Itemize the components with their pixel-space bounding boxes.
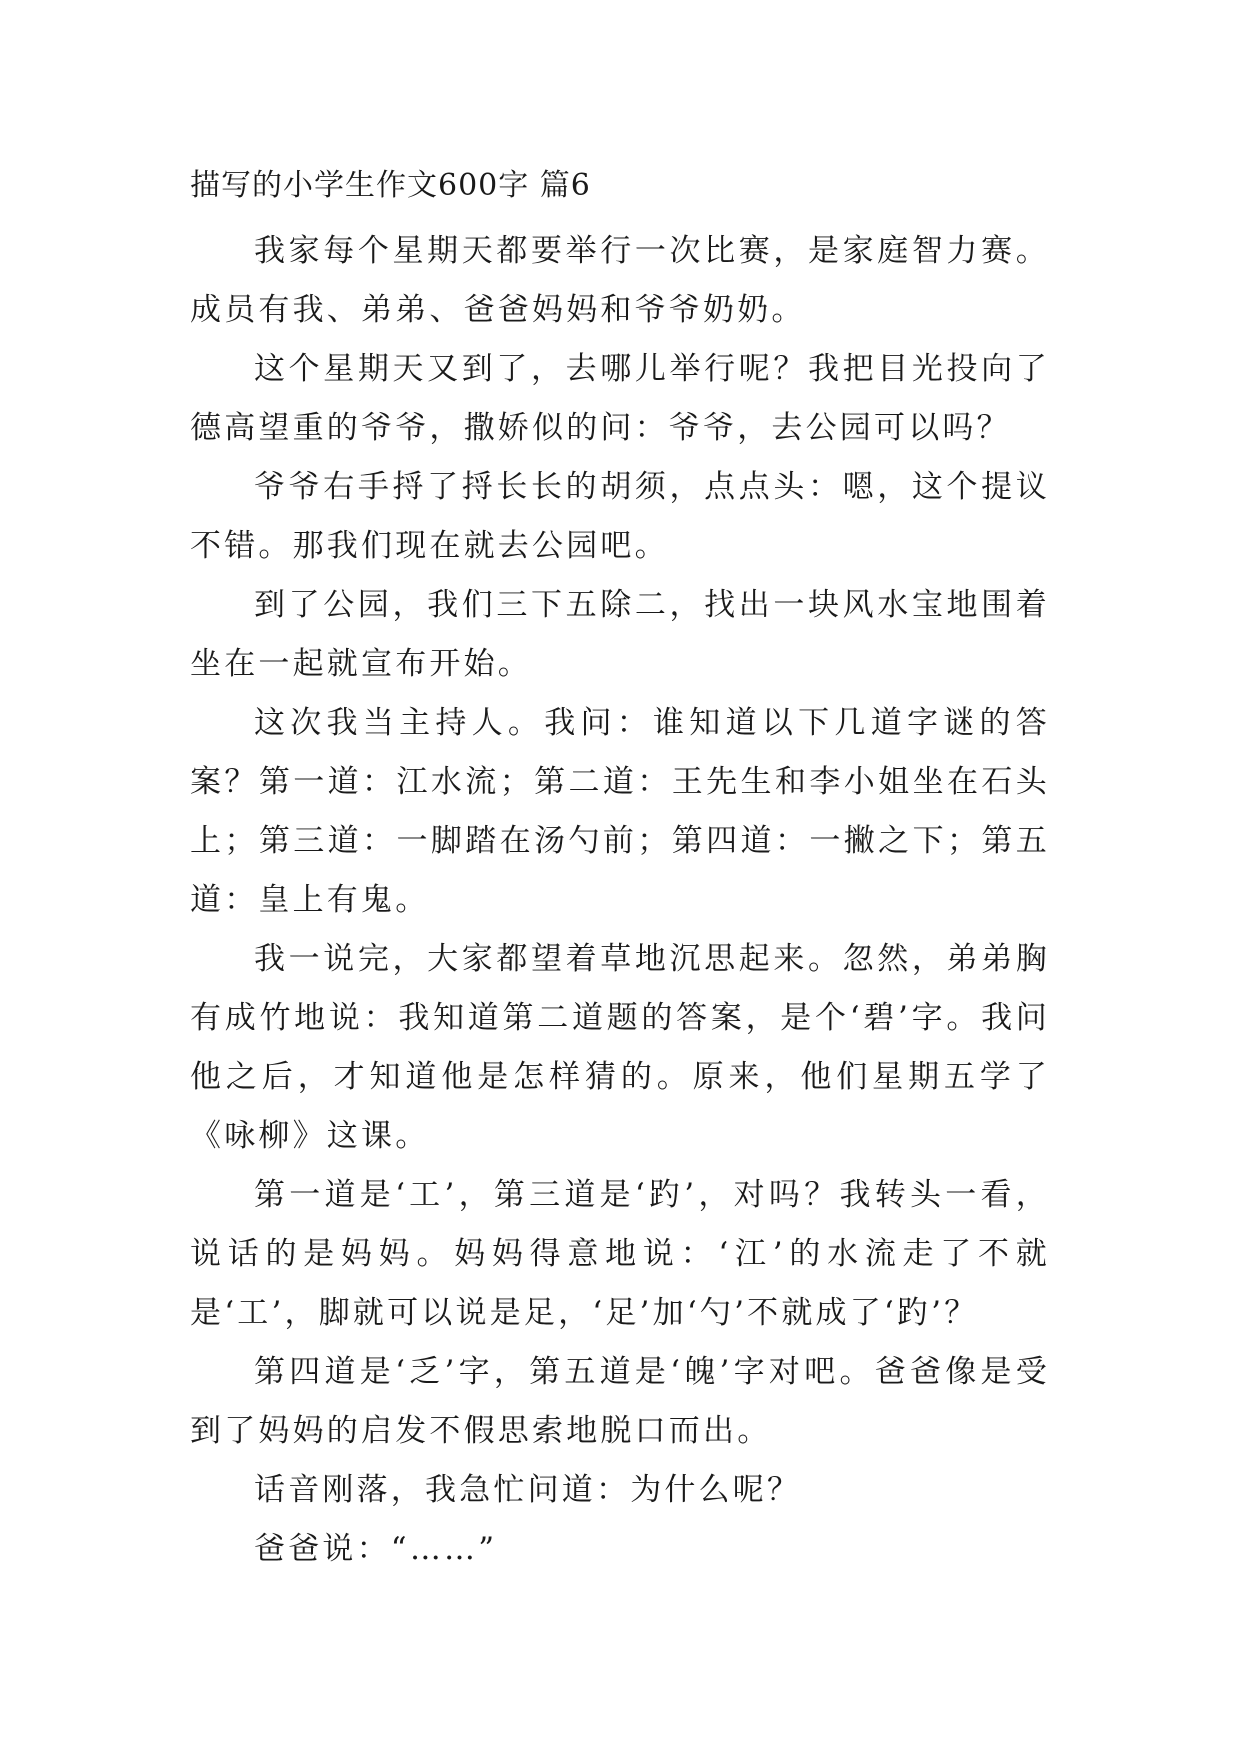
paragraph: 我家每个星期天都要举行一次比赛，是家庭智力赛。成员有我、弟弟、爸爸妈妈和爷爷奶奶。	[190, 233, 1050, 328]
paragraph: 我一说完，大家都望着草地沉思起来。忽然，弟弟胸有成竹地说：我知道第二道题的答案，是个‘碧’字。我问他之后，才知道他是怎样猜的。原来，他们星期五学了《咏柳》这课。	[190, 941, 1050, 1154]
paragraph: 到了公园，我们三下五除二，找出一块风水宝地围着坐在一起就宣布开始。	[190, 587, 1050, 682]
paragraph: 这次我当主持人。我问：谁知道以下几道字谜的答案？第一道：江水流；第二道：王先生和李小姐坐在石头上；第三道：一脚踏在汤勺前；第四道：一撇之下；第五道：皇上有鬼。	[190, 705, 1050, 918]
paragraph: 爸爸说：“……”	[254, 1531, 498, 1567]
essay-title: 描写的小学生作文600字 篇6	[190, 168, 591, 203]
paragraph: 爷爷右手捋了捋长长的胡须，点点头：嗯，这个提议不错。那我们现在就去公园吧。	[190, 469, 1050, 564]
essay-body	[190, 222, 1050, 1579]
paragraph: 第四道是‘乏’字，第五道是‘魄’字对吧。爸爸像是受到了妈妈的启发不假思索地脱口而出。	[190, 1354, 1050, 1449]
paragraph: 这个星期天又到了，去哪儿举行呢？我把目光投向了德高望重的爷爷，撒娇似的问：爷爷，去公园可以吗？	[190, 351, 1050, 446]
paragraph: 话音刚落，我急忙问道：为什么呢？	[254, 1472, 802, 1508]
paragraph: 第一道是‘工’，第三道是‘趵’，对吗？我转头一看，说话的是妈妈。妈妈得意地说：‘江’的水流走了不就是‘工’，脚就可以说是足，‘足’加‘勺’不就成了‘趵’？	[190, 1177, 1050, 1331]
